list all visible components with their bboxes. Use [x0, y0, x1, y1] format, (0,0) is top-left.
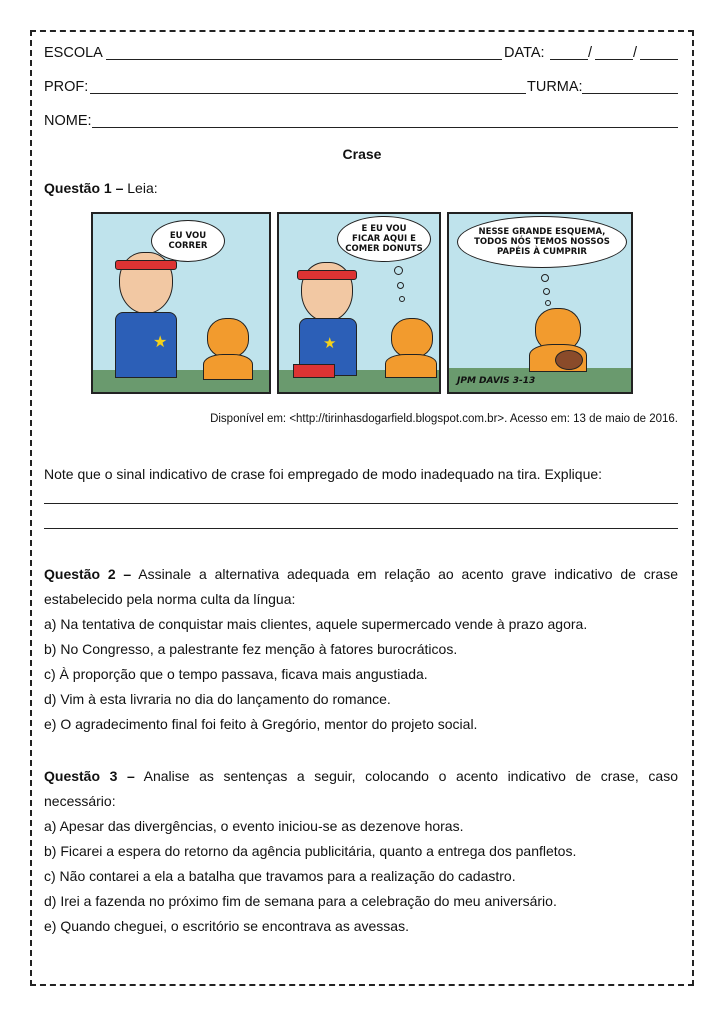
date-month-field[interactable] [595, 59, 633, 60]
speech-bubble-1: EU VOU CORRER [151, 220, 225, 262]
comic-source: Disponível em: <http://tirinhasdogarfield.blogspot.com.br>. Acesso em: 13 de maio de 2016. [210, 413, 678, 425]
q3-option-a: a) Apesar das divergências, o evento iniciou-se as dezenove horas. [44, 818, 464, 834]
escola-label: ESCOLA [44, 45, 103, 61]
nome-field[interactable] [92, 127, 678, 128]
thought-dot [397, 282, 404, 289]
page-title: Crase [342, 146, 382, 162]
jon-shorts [293, 364, 335, 378]
comic-panel-3 [447, 212, 633, 394]
garfield-body [385, 354, 437, 378]
answer-line-1[interactable] [44, 503, 678, 504]
date-separator: / [588, 45, 593, 61]
turma-label: TURMA: [527, 79, 583, 95]
q2-option-e: e) O agradecimento final foi feito à Gregório, mentor do projeto social. [44, 716, 478, 732]
q2-option-c: c) À proporção que o tempo passava, ficava mais angustiada. [44, 666, 428, 682]
question-1-label: Questão 1 – [44, 180, 124, 196]
prof-field[interactable] [90, 93, 526, 94]
comic-signature: JPM DAVIS 3-13 [457, 376, 536, 386]
jon-shirt [115, 312, 177, 378]
thought-dot [399, 296, 405, 302]
data-label: DATA: [504, 45, 545, 61]
headband [297, 270, 357, 280]
date-year-field[interactable] [640, 59, 678, 60]
answer-line-2[interactable] [44, 528, 678, 529]
q2-option-a: a) Na tentativa de conquistar mais clientes, aquele supermercado vende à prazo agora. [44, 616, 588, 632]
star-icon: ★ [153, 334, 168, 351]
question-1-heading [44, 179, 158, 197]
comic-panel-2 [277, 212, 441, 394]
question-3-label: Questão 3 – [44, 768, 135, 784]
q3-option-e: e) Quando cheguei, o escritório se encontrava as avessas. [44, 918, 409, 934]
thought-dot [543, 288, 550, 295]
q3-option-b: b) Ficarei a espera do retorno da agência publicitária, quanto a entrega dos panfletos. [44, 843, 577, 859]
nome-label: NOME: [44, 113, 92, 129]
question-2-text-cont: estabelecido pela norma culta da língua: [44, 591, 296, 607]
question-2-text: Assinale a alternativa adequada em relação ao acento grave indicativo de crase [138, 566, 678, 582]
q2-option-b: b) No Congresso, a palestrante fez menção à fatores burocráticos. [44, 641, 458, 657]
thought-bubble-2: E EU VOU FICAR AQUI E COMER DONUTS [337, 216, 431, 262]
date-separator: / [633, 45, 638, 61]
turma-field[interactable] [582, 93, 678, 94]
q3-option-c: c) Não contarei a ela a batalha que travamos para a realização do cadastro. [44, 868, 516, 884]
garfield-head [207, 318, 249, 358]
question-1-instruction: Note que o sinal indicativo de crase foi empregado de modo inadequado na tira. Explique: [44, 466, 603, 482]
thought-dot [545, 300, 551, 306]
q3-option-d: d) Irei a fazenda no próximo fim de semana para a celebração do meu aniversário. [44, 893, 557, 909]
headband [115, 260, 177, 270]
question-1-prompt: Leia: [127, 180, 158, 196]
question-2-intro [44, 565, 678, 583]
question-3-text-cont: necessário: [44, 793, 116, 809]
garfield-head [391, 318, 433, 358]
prof-label: PROF: [44, 79, 89, 95]
thought-bubble-3: NESSE GRANDE ESQUEMA, TODOS NÓS TEMOS NOSSOS PAPÉIS À CUMPRIR [457, 216, 627, 268]
escola-field[interactable] [106, 59, 502, 60]
question-2-label: Questão 2 – [44, 566, 132, 582]
thought-dot [394, 266, 403, 275]
question-3-text: Analise as sentenças a seguir, colocando o acento indicativo de crase, caso [143, 768, 678, 784]
question-3-intro [44, 767, 678, 785]
garfield-body [203, 354, 253, 380]
date-day-field[interactable] [550, 59, 588, 60]
donut-icon [555, 350, 583, 370]
comic-panel-1 [91, 212, 271, 394]
star-icon: ★ [323, 335, 337, 352]
q2-option-d: d) Vim à esta livraria no dia do lançamento do romance. [44, 691, 391, 707]
thought-dot [541, 274, 549, 282]
